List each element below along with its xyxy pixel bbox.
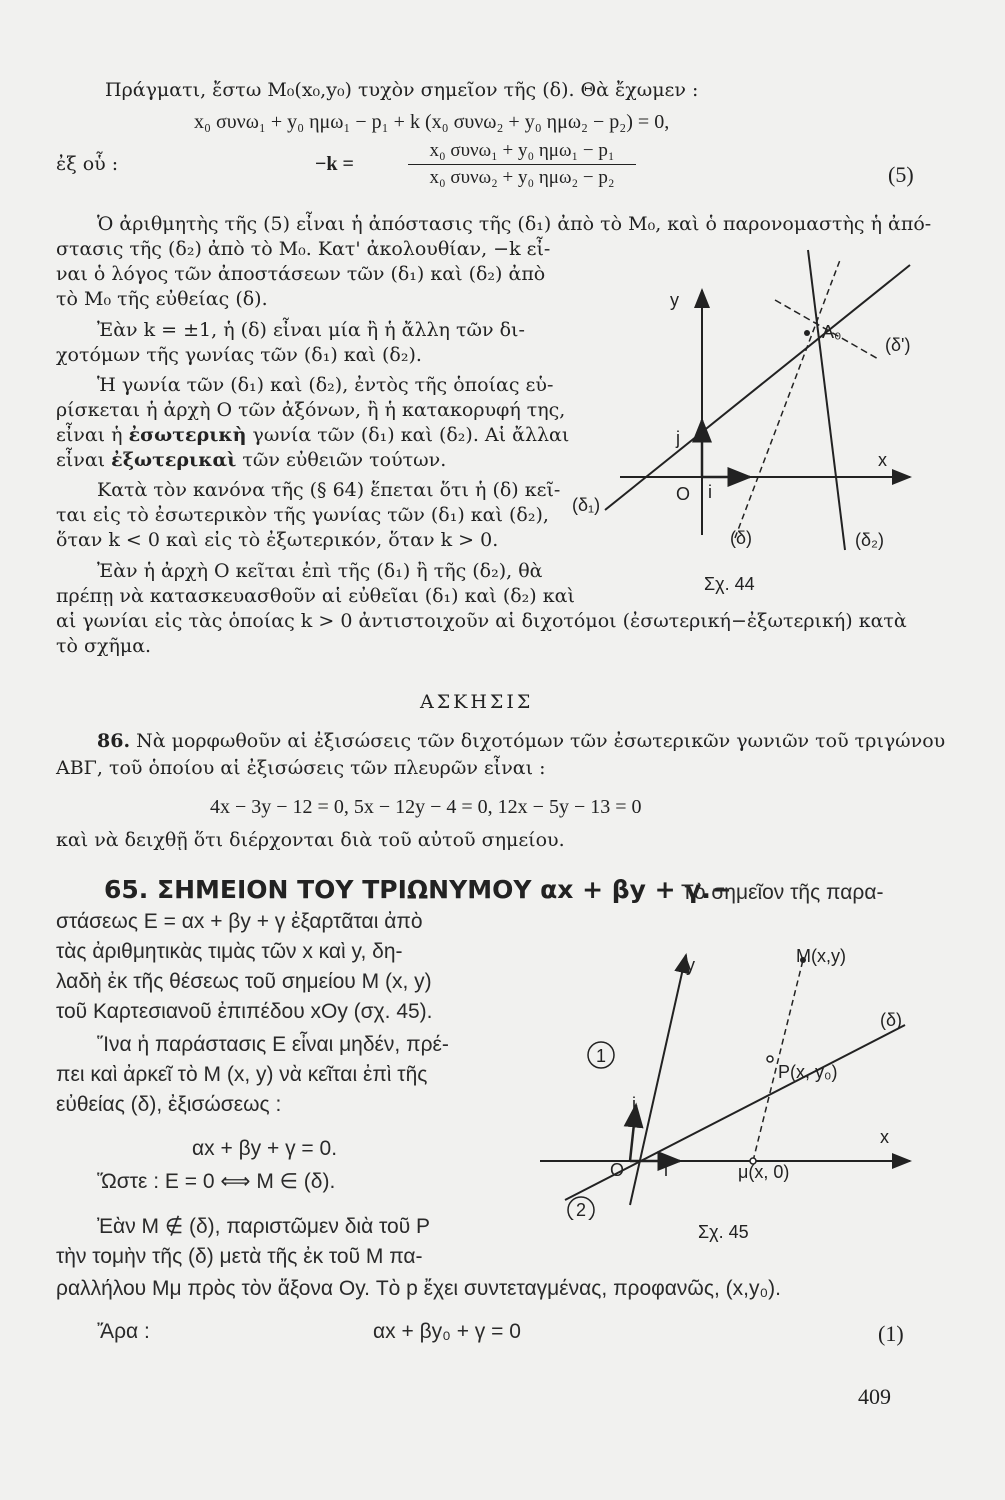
- text-line: τὸ σχῆμα.: [56, 635, 152, 657]
- equation-line: αx + βy + γ = 0.: [192, 1137, 338, 1160]
- figure-44: [560, 230, 915, 570]
- point-A0: [804, 330, 810, 336]
- fig45-label-region-2: 2: [576, 1200, 587, 1220]
- fig45-label-P: P(x, y₀): [778, 1062, 838, 1082]
- equation-number: (1): [878, 1321, 904, 1346]
- text-line: καὶ νὰ δειχθῇ ὅτι διέρχονται διὰ τοῦ αὐτοῦ σημείου.: [56, 829, 565, 851]
- text-line: Κατὰ τὸν κανόνα τῆς (§ 64) ἕπεται ὅτι ἡ (δ) κεῖ-: [97, 479, 561, 501]
- text-line: λαδὴ ἐκ τῆς θέσεως τοῦ σημείου M (x, y): [56, 970, 432, 993]
- text-line: τὸ M₀ τῆς εὐθείας (δ).: [56, 288, 268, 310]
- line-delta1: [605, 265, 910, 510]
- fig45-caption: Σχ. 45: [698, 1222, 749, 1242]
- text-line: ὅταν k < 0 καὶ εἰς τὸ ἐξωτερικόν, ὅταν k > 0.: [56, 529, 499, 551]
- text-span: τῶν εὐθειῶν τούτων.: [242, 449, 447, 471]
- fig45-label-i: i: [664, 1160, 668, 1180]
- fig45-label-O: O: [610, 1160, 625, 1180]
- fig44-label-delta2: (δ₂): [855, 530, 884, 550]
- text-line: ΑΒΓ, τοῦ ὁποίου αἱ ἐξισώσεις τῶν πλευρῶν εἶναι :: [56, 757, 546, 779]
- text-line: εὐθείας (δ), ἐξισώσεως :: [56, 1093, 282, 1116]
- text-line: πει καὶ ἀρκεῖ τὸ M (x, y) νὰ κεῖται ἐπὶ τῆς: [56, 1063, 428, 1086]
- equation-line: x₀ συνω₁ + y₀ ημω₁ − p₁ + k (x₀ συνω₂ + y₀ ημω₂ − p₂) = 0,: [194, 111, 670, 133]
- fig45-label-region-1: 1: [596, 1046, 607, 1066]
- emphasis-span: ἐσωτερικὴ: [128, 424, 247, 446]
- fig45-label-M: M(x,y): [796, 946, 846, 966]
- text-span: εἶναι: [56, 449, 106, 471]
- text-line: Ἄρα :: [97, 1320, 150, 1343]
- fig44-label-delta: (δ): [730, 528, 753, 548]
- fig44-label-x: x: [878, 450, 887, 470]
- text-line: αἱ γωνίαι εἰς τὰς ὁποίας k > 0 ἀντιστοιχοῦν αἱ διχοτόμοι (ἐσωτερική−ἐξωτερική) κατὰ: [56, 610, 907, 632]
- point-P: [767, 1056, 773, 1062]
- text-line: Τὸ σημεῖον τῆς παρα-: [681, 881, 884, 904]
- text-line: Ἵνα ἡ παράστασις E εἶναι μηδέν, πρέ-: [97, 1033, 449, 1056]
- fig45-label-j: j: [632, 1094, 636, 1114]
- fig44-label-y: y: [670, 290, 679, 310]
- text-line: Πράγματι, ἔστω M₀(x₀,y₀) τυχὸν σημεῖον τῆς (δ). Θὰ ἔχωμεν :: [105, 79, 699, 101]
- text-line: στασις τῆς (δ₂) ἀπὸ τὸ M₀. Κατ' ἀκολουθίαν, −k εἶ-: [56, 238, 551, 260]
- text-line: πρέπῃ νὰ κατασκευασθοῦν αἱ εὐθεῖαι (δ₁) καὶ (δ₂) καὶ: [56, 585, 575, 607]
- fig45-label-mu: μ(x, 0): [738, 1162, 790, 1182]
- text-line-mixed: [56, 448, 446, 472]
- projection-line: [753, 960, 803, 1161]
- text-span: εἶναι ἡ: [56, 424, 123, 446]
- fraction-5: [408, 140, 636, 189]
- text-line: τὴν τομὴν τῆς (δ) μετὰ τῆς ἐκ τοῦ M πα-: [56, 1245, 423, 1268]
- section-heading-65: 65. ΣΗΜΕΙΟΝ ΤΟΥ ΤΡΙΩΝΥΜΟΥ αx + βy + γ.−: [104, 875, 732, 904]
- equation-line: Ὥστε : E = 0 ⟺ M ∈ (δ).: [97, 1170, 336, 1193]
- section-heading-exercise: ΑΣΚΗΣΙΣ: [420, 691, 534, 713]
- fig45-label-x: x: [880, 1127, 889, 1147]
- page-number: 409: [858, 1384, 891, 1409]
- fig44-label-A0: A₀: [822, 322, 842, 342]
- text-line: χοτόμων τῆς γωνίας τῶν (δ₁) καὶ (δ₂).: [56, 344, 422, 366]
- text-line: τοῦ Καρτεσιανοῦ ἐπιπέδου xOy (σχ. 45).: [56, 1000, 433, 1023]
- text-line: ται εἰς τὸ ἐσωτερικὸν τῆς γωνίας τῶν (δ₁) καὶ (δ₂),: [56, 504, 549, 526]
- text-line: Ἐὰν M ∉ (δ), παριστῶμεν διὰ τοῦ P: [97, 1215, 431, 1238]
- equation-line: 4x − 3y − 12 = 0, 5x − 12y − 4 = 0, 12x − 5y − 13 = 0: [210, 796, 642, 818]
- fig44-label-delta1: (δ₁): [572, 495, 601, 515]
- text-line: ραλλήλου Mμ πρὸς τὸν ἄξονα Oy. Τὸ p ἔχει συντεταγμένας, προφανῶς, (x,y₀).: [56, 1277, 781, 1300]
- equation-lhs: −k =: [315, 153, 354, 175]
- text-line-mixed: [56, 423, 569, 447]
- text-span: Νὰ μορφωθοῦν αἱ ἐξισώσεις τῶν διχοτόμων τῶν ἐσωτερικῶν γωνιῶν τοῦ τριγώνου: [136, 730, 946, 752]
- exercise-number: 86.: [97, 730, 131, 752]
- fig44-label-j: j: [676, 428, 680, 448]
- exercise-line: [97, 729, 945, 753]
- line-delta2: [808, 250, 845, 550]
- text-line: ρίσκεται ἡ ἀρχὴ O τῶν ἀξόνων, ἢ ἡ κατακορυφή της,: [56, 399, 566, 421]
- fig44-label-i: i: [708, 482, 712, 502]
- text-span: γωνία τῶν (δ₁) καὶ (δ₂). Αἱ ἄλλαι: [252, 424, 570, 446]
- fraction-bar: [408, 164, 636, 165]
- y-axis: [630, 955, 686, 1205]
- fig45-label-delta: (δ): [880, 1010, 903, 1030]
- text-line: στάσεως E = αx + βy + γ ἐξαρτᾶται ἀπὸ: [56, 910, 423, 933]
- fraction-denominator: x₀ συνω₂ + y₀ ημω₂ − p₂: [429, 167, 615, 188]
- fig45-label-y: y: [686, 955, 695, 975]
- text-line: Ἐὰν k = ±1, ἡ (δ) εἶναι μία ἢ ἡ ἄλλη τῶν δι-: [97, 319, 525, 341]
- emphasis-span: ἐξωτερικαὶ: [111, 449, 237, 471]
- text-line: Ὁ ἀριθμητὴς τῆς (5) εἶναι ἡ ἀπόστασις τῆς (δ₁) ἀπὸ τὸ M₀, καὶ ὁ παρονομαστὴς ἡ ἀπό-: [97, 213, 932, 235]
- equation-line: αx + βy₀ + γ = 0: [373, 1320, 521, 1343]
- text-line: Ἡ γωνία τῶν (δ₁) καὶ (δ₂), ἐντὸς τῆς ὁποίας εὑ-: [97, 374, 554, 396]
- fig44-label-O: O: [676, 484, 691, 504]
- text-line: ἐξ οὗ :: [56, 153, 119, 175]
- equation-number: (5): [888, 162, 914, 187]
- figure-45: [530, 935, 930, 1220]
- fig44-label-delta-prime: (δ'): [885, 335, 911, 355]
- text-line: Ἐὰν ἡ ἀρχὴ O κεῖται ἐπὶ τῆς (δ₁) ἢ τῆς (δ₂), θὰ: [97, 560, 543, 582]
- fraction-numerator: x₀ συνω₁ + y₀ ημω₁ − p₁: [429, 140, 615, 161]
- text-line: τὰς ἀριθμητικὰς τιμὰς τῶν x καὶ y, δη-: [56, 940, 403, 963]
- fig44-caption: Σχ. 44: [704, 574, 755, 594]
- line-delta: [735, 260, 840, 538]
- text-line: ναι ὁ λόγος τῶν ἀποστάσεων τῶν (δ₁) καὶ (δ₂) ἀπὸ: [56, 263, 546, 285]
